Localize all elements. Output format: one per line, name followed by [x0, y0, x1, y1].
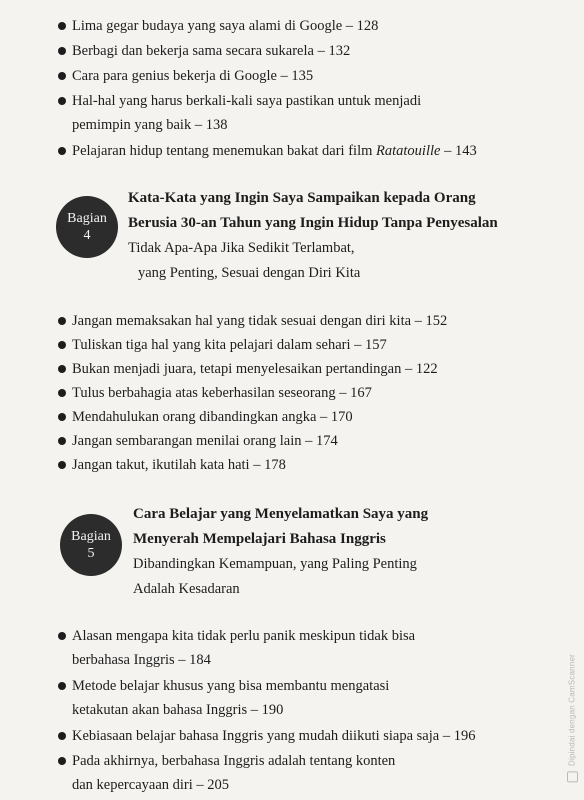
- bullet-icon: [58, 317, 66, 325]
- list-item: [0, 14, 512, 39]
- section-subtitle-line1: Tidak Apa-Apa Jika Sedikit Terlambat,: [128, 240, 355, 256]
- badge-word: Bagian: [71, 529, 111, 544]
- list-item: [0, 139, 512, 164]
- section5-list: [0, 624, 512, 799]
- bullet-icon: [58, 461, 66, 469]
- list-item: [0, 405, 512, 429]
- bullet-icon: [58, 632, 66, 640]
- list-item-text-line2: berbahasa Inggris – 184: [72, 652, 211, 668]
- film-title: Ratatouille: [376, 143, 441, 159]
- bullet-icon: [58, 757, 66, 765]
- list-item: [0, 309, 512, 333]
- list-item: [0, 381, 512, 405]
- section-subtitle-line2: yang Penting, Sesuai dengan Diri Kita: [138, 265, 361, 281]
- list-item-text-line1: Pada akhirnya, berbahasa Inggris adalah tentang konten: [72, 753, 396, 769]
- list-item: [0, 453, 512, 477]
- section-title-line2: Berusia 30-an Tahun yang Ingin Hidup Tanpa Penyesalan: [128, 215, 498, 231]
- list-item-text-line2: pemimpin yang baik – 138: [72, 117, 228, 133]
- bullet-icon: [58, 365, 66, 373]
- bullet-icon: [58, 72, 66, 80]
- list-item-text: Lima gegar budaya yang saya alami di Google – 128: [72, 18, 379, 34]
- section-title-line1: Kata-Kata yang Ingin Saya Sampaikan kepada Orang: [128, 190, 476, 206]
- list-item-text: Cara para genius bekerja di Google – 135: [72, 68, 314, 84]
- bullet-icon: [58, 682, 66, 690]
- list-item: [0, 64, 512, 89]
- list-item: [0, 429, 512, 453]
- bullet-icon: [58, 389, 66, 397]
- list-item-text-line1: Alasan mengapa kita tidak perlu panik meskipun tidak bisa: [72, 628, 416, 644]
- top-list: [0, 14, 512, 164]
- list-item: [0, 333, 512, 357]
- list-item: [0, 39, 512, 64]
- list-item: [0, 724, 512, 749]
- list-item-text: Jangan sembarangan menilai orang lain – 174: [72, 433, 338, 449]
- section-badge: [56, 196, 118, 258]
- section-subtitle-line2: Adalah Kesadaran: [133, 581, 240, 597]
- list-item-text-line1: Hal-hal yang harus berkali-kali saya pastikan untuk menjadi: [72, 93, 422, 109]
- list-item: [0, 674, 512, 724]
- badge-number: 5: [87, 546, 95, 561]
- section-title-line2: Menyerah Mempelajari Bahasa Inggris: [133, 531, 386, 547]
- section-heading: [133, 502, 533, 602]
- list-item-text: Jangan memaksakan hal yang tidak sesuai dengan diri kita – 152: [72, 313, 448, 329]
- badge-number: 4: [83, 228, 91, 243]
- list-item: [0, 624, 512, 674]
- list-item: [0, 89, 512, 139]
- list-item-text-pre: Pelajaran hidup tentang menemukan bakat dari film: [72, 143, 376, 159]
- bullet-icon: [58, 437, 66, 445]
- list-item: [0, 749, 512, 799]
- camscanner-icon: [567, 771, 578, 782]
- section-subtitle-line1: Dibandingkan Kemampuan, yang Paling Penting: [133, 556, 417, 572]
- list-item-text-line1: Metode belajar khusus yang bisa membantu mengatasi: [72, 678, 390, 694]
- bullet-icon: [58, 97, 66, 105]
- bullet-icon: [58, 413, 66, 421]
- section-badge: [60, 514, 122, 576]
- section-heading: [128, 186, 528, 286]
- bullet-icon: [58, 22, 66, 30]
- list-item-text: Bukan menjadi juara, tetapi menyelesaikan pertandingan – 122: [72, 361, 438, 377]
- bullet-icon: [58, 147, 66, 155]
- section4-list: [0, 309, 512, 477]
- list-item-text: Tulus berbahagia atas keberhasilan seseorang – 167: [72, 385, 372, 401]
- bullet-icon: [58, 47, 66, 55]
- watermark-text: Dipindai dengan CamScanner: [567, 653, 577, 766]
- list-item-text: Berbagi dan bekerja sama secara sukarela – 132: [72, 43, 351, 59]
- list-item-text: Kebiasaan belajar bahasa Inggris yang mudah diikuti siapa saja – 196: [72, 728, 476, 744]
- bullet-icon: [58, 732, 66, 740]
- list-item-text-line2: ketakutan akan bahasa Inggris – 190: [72, 702, 284, 718]
- section-title-line1: Cara Belajar yang Menyelamatkan Saya yang: [133, 506, 429, 522]
- list-item-text: Tuliskan tiga hal yang kita pelajari dalam sehari – 157: [72, 337, 387, 353]
- list-item-text-post: – 143: [440, 143, 477, 159]
- badge-word: Bagian: [67, 211, 107, 226]
- list-item-text-line2: dan kepercayaan diri – 205: [72, 777, 230, 793]
- list-item-text: Mendahulukan orang dibandingkan angka – 170: [72, 409, 353, 425]
- list-item-text: [72, 143, 477, 159]
- scanner-watermark: [567, 654, 578, 782]
- bullet-icon: [58, 341, 66, 349]
- list-item-text: Jangan takut, ikutilah kata hati – 178: [72, 457, 286, 473]
- list-item: [0, 357, 512, 381]
